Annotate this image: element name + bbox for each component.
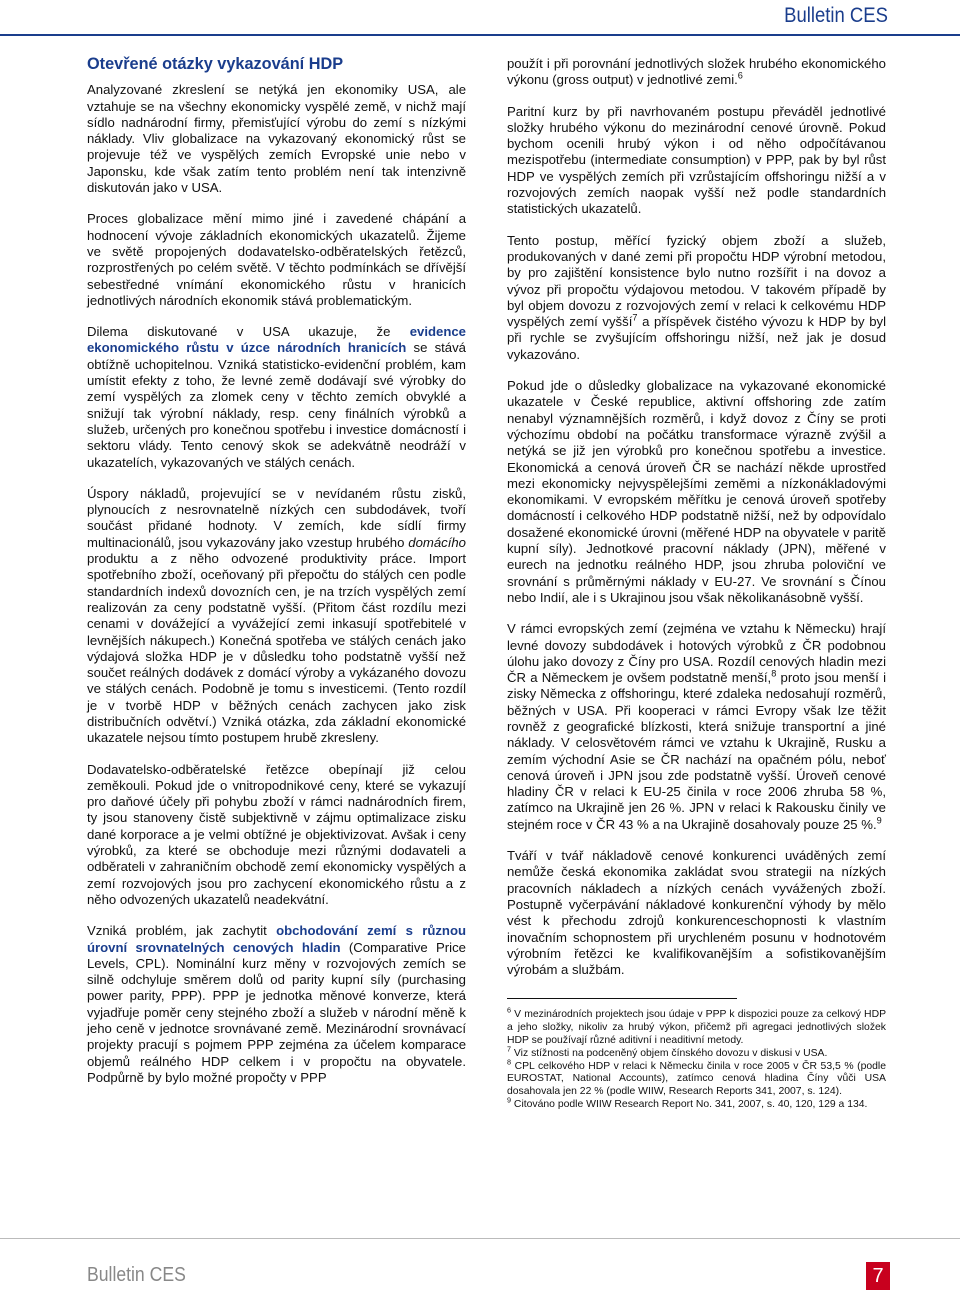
paragraph: Tváří v tvář nákladově cenové konkurenci uváděných zemí nemůže česká ekonomika zakládat svou strategii na nízkých pracovních nákladech a nízkých cenách vyvážených zboží. Postupně vyčerpávání nákladové konkurenční výhody by mělo vést k přechodu zdrojů konkurenceschopnosti k vlastním inovačním schopnostem při urychleném posunu v hodnotovém výrobním řetězci ke kvalifikovanějším a sofistikovanějším výrobám a službám.: [507, 848, 886, 978]
footnote-ref: 7: [632, 312, 638, 323]
footnotes: [507, 1005, 886, 1111]
paragraph: V rámci evropských zemí (zejména ve vztahu k Německu) hrají levné dovozy subdodávek i hotových výrobků z ČR podobnou úlohu jako dovozy z Číny pro USA. Rozdíl cenových hladin mezi ČR a Německem je ovšem podstatně menší,$^8$ proto jsou menší i zisky Německa z offshoringu, které zdaleka nedosahují rozměrů, běžných v USA. Při kooperaci v rámci Evropy však lze těžit rovněž z geografické blízkosti, která snižuje transportní a jiné náklady. V celosvětovém rámci ve vztahu k Ukrajině, Rusku a zemím východní Asie se ČR nachází na opačném pólu, neboť cenová úroveň i JPN jsou zde podstatně vyšší. Úroveň cenové hladiny ČR v relaci k EU-25 činila v roce 2006 zhruba 58 %, zatímco na Ukrajině jen 26 %. JPN v relaci k Rakousku činily ve stejném roce v ČR 43 % a na Ukrajině dosahovaly pouze 25 %.$^9$: [507, 621, 886, 832]
right-column: [507, 56, 886, 1112]
highlight-phrase: evidence ekonomického růstu v úzce národních hranicích: [87, 324, 466, 356]
highlight-phrase: obchodování zemí s různou úrovní srovnatelných cenových hladin: [87, 923, 466, 955]
paragraph: Dodavatelsko-odběratelské řetězce obepínají již celou zeměkouli. Pokud jde o vnitropodnikové ceny, které se vykazují pro daňové účely při pohybu zboží v rámci nadnárodních firem, ty jsou stanoveny čistě subjektivně v zájmu optimalizace zisku dané korporace a je velmi obtížné je objektivizovat. Avšak i ceny výrobků, za které se obchoduje mezi různými dodavateli a odběrateli v zahraničním obchodě zemí ekonomicky vyspělých a zemí rozvojových jsou pro zachycení ekonomického růstu a z něho odvozených ukazatelů neadekvátní.: [87, 761, 466, 907]
footnote-ref: 9: [876, 815, 882, 826]
footnote-rule: [507, 998, 737, 999]
paragraph: Paritní kurz by při navrhovaném postupu převáděl jednotlivé složky hrubého výkonu do mezinárodní cenové úrovně. Pokud bychom ocenili hrubý výkon i od něho odpočítávanou mezispotřebu (intermediate consumption) v PPP, pak by byl růst HDP ve vyspělých zemích při vzrůstajícím offshoringu nižší a v rozvojových zemích naopak vyšší než podle standardních statistických ukazatelů.: [507, 103, 886, 217]
footnote-ref: 6: [737, 70, 743, 81]
masthead: Bulletin CES: [784, 4, 888, 27]
paragraph: Analyzované zkreslení se netýká jen ekonomiky USA, ale vztahuje se na všechny ekonomicky vyspělé země, v nichž mají sídlo nadnárodní firmy, přemisťující výrobu do zemí s nízkými náklady. Vliv globalizace na vykazovaný ekonomický růst se projevuje též ve vyspělých zemích Evropské unie nebo v Japonsku, kde však zatím tento problém není tak intenzivně diskutován jako v USA.: [87, 82, 466, 196]
footnote: $^9$ Citováno podle WIIW Research Report No. 341, 2007, s. 40, 120, 129 a 134.: [507, 1095, 868, 1111]
paragraph: Pokud jde o důsledky globalizace na vykazované ekonomické ukazatele v České republice, aktivní offshoring zde zatím nenabyl významnějších rozměrů, i když dovoz z Číny se proti výchozímu období na počátku transformace výrazně zvýšil a netýká se již jen výrobků pro konečnou spotřebu a investice. Ekonomická a cenová úroveň ČR se nachází někde uprostřed mezi ekonomicky nejvyspělejšími zeměmi a nízkonákladovými ekonomikami. V evropském měřítku je cenová úroveň spotřeby domácností i celkového HDP podstatně nižší, než by odpovídalo dosažené ekonomické úrovni (měřené HDP na obyvatele v paritě kupní síly). Jednotkové pracovní náklady (JPN), měřené v eurech na jednotku reálného HDP, jsou zhruba poloviční ve srovnání s průměrnými náklady v EU-27. Ve srovnání s Čínou nebo Indií, ale i s Ukrajinou jsou však několikanásobně vyšší.: [507, 378, 886, 605]
paragraph: Úspory nákladů, projevující se v nevídaném růstu zisků, plynoucích z nesrovnatelně nízkých cen subdodávek, tvoří součást přidané hodnoty. V zemích, kde sídlí firmy multinacionálů, jsou vykazovány jako vzestup hrubého domácího produktu a z něho odvozené produktivity práce. Import spotřebního zboží, oceňovaný při přepočtu do stálých cen podle standardních indexů dovozních cen, je na trzích vyspělých zemí realizován za ceny podstatně vyšší. (Přitom část rozdílu mezi cenami v dovážející a vyvážející zemi inkasují spotřebitelé v levnějších nákupech.) Konečná spotřeba ve stálých cenách jako výdajová složka HDP je v důsledku toho podstatně vyšší než součet reálných dodávek z domácí výroby a vykázaného dovozu ve stálých cenách. Podobně je tomu s investicemi. (Tento rozdíl je v tvorbě HDP v běžných cenách zachycen jako zisk distribučních odvětví.) Vzniká otázka, zda základní ekonomické ukazatele nejsou tímto postupem hrubě zkresleny.: [87, 485, 466, 746]
footnote: $^7$ Viz stížnosti na podceněný objem čínského dovozu v diskusi v USA.: [507, 1044, 828, 1059]
footnote: $^8$ CPL celkového HDP v relaci k Německu činila v roce 2005 v ČR 53,5 % (podle EUROSTAT, National Accounts), zatímco cenová hladina Číny vůči USA dosahovala jen 22 % (podle WIIW, Research Reports 341, 2007, s. 124).: [507, 1057, 886, 1098]
footnote-ref: 8: [771, 668, 777, 679]
paragraph: použít i při porovnání jednotlivých složek hrubého ekonomického výkonu (gross output) v jednotlivé zemi.$^6$: [507, 56, 886, 88]
paragraph: Dilema diskutované v USA ukazuje, že evidence ekonomického růstu v úzce národních hranicích se stává obtížně uchopitelnou. Vzniká statisticko-evidenční problém, kam umístit efekty z toho, že levné země dodávají své výrobky do zemí vyspělých za zlomek ceny v těchto zemích obvyklé a snižují tak výrobní náklady, resp. ceny finálních výrobků a služeb, určených pro konečnou spotřebu i investice domácností i sektoru vlády. Tento cenový skok se adekvátně neodráží v ukazatelích, vykazovaných ve stálých cenách.: [87, 324, 466, 470]
left-column: [87, 56, 466, 1101]
footer-rule: [0, 1238, 960, 1239]
paragraph: Proces globalizace mění mimo jiné i zavedené chápání a hodnocení vývoje základních ekonomických ukazatelů. Žijeme ve světě propojených dodavatelsko-odběratelských řetězců, rozprostřených po celém světě. V těchto podmínkách se dřívější sebestředné vnímání ekonomického růstu v hranicích jednotlivých národních ekonomik stává problematickým.: [87, 211, 466, 308]
footnote: $^6$ V mezinárodních projektech jsou údaje v PPP k dispozici pouze za celkový HDP a jeho složky, nikoliv za hrubý výkon, přičemž při agregaci jednotlivých složek HDP se používají různé aditivní i neaditivní metody.: [507, 1005, 886, 1047]
emphasis: domácího: [408, 534, 466, 550]
article-title: Otevřené otázky vykazování HDP: [87, 55, 344, 73]
paragraph: Tento postup, měřící fyzický objem zboží a služeb, produkovaných v dané zemi při propočtu HDP výrobní metodou, by pro zajištění konsistence bylo nutno rozšířit i na dovoz a vývoz při propočtu výdajovou metodou. V takovém případě by byl objem dovozu z rozvojových zemí v relaci k celkovému HDP vyspělých zemí vyšší$^7$ a příspěvek čistého vývozu k HDP by byl při rychle se zvyšujícím offshoringu nižší, než jak je dosud vykazováno.: [507, 232, 886, 362]
footer-label: Bulletin CES: [87, 1264, 186, 1286]
page-number: 7: [866, 1262, 890, 1290]
paragraph: Vzniká problém, jak zachytit obchodování zemí s různou úrovní srovnatelných cenových hladin (Comparative Price Levels, CPL). Nominální kurz měny v rozvojových zemích se silně odchyluje směrem dolů od parity kupní síly (purchasing power parity, PPP). PPP je jednotka měnové konverze, která vyjadřuje poměr ceny stejného zboží a služeb v národní měně k jeho ceně v jednotce srovnávané země. Mezinárodní srovnávací projekty pracují s pojmem PPP zejména za účelem komparace objemů reálného HDP celkem i v propočtu na obyvatele. Podpůrně by bylo možné propočty v PPP: [87, 923, 466, 1085]
header-rule: [0, 34, 960, 36]
